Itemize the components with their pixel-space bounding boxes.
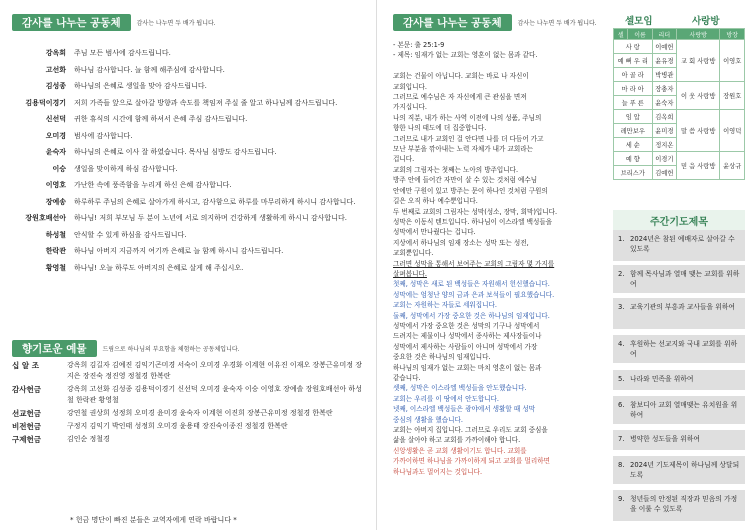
list-item: 이영호 가난한 속에 풍족함을 누리게 하신 은혜 감사합니다.: [45, 181, 232, 189]
sermon-line: 지상에서 하나님의 임재 장소는 성막 또는 성전,: [393, 238, 529, 247]
sermon-header: [393, 14, 597, 31]
table-row: 마 라 아 장충자 이 웃 사랑방 장원호: [614, 82, 745, 96]
list-item: 하성철 안식할 수 있게 하심을 감사드립니다.: [45, 230, 187, 239]
prayer-item: 8. 2024년 기도제목이 하나님께 상달되도록: [613, 456, 745, 484]
table-row: 임 압 김옥희 말 씀 사랑방 이영덕: [614, 110, 745, 124]
sermon-line: 교회뿐입니다.: [393, 249, 434, 258]
sermon-line: 나의 직분, 내가 하는 사역 이전에 나의 성품, 주님의: [393, 113, 542, 122]
cell-table: [613, 28, 745, 180]
list-item: 한락관 하나님 아버지 지금까지 여기까 은혜로 늘 함께 하시니 감사드립니다.: [45, 247, 284, 255]
sermon-line: 향한 나의 태도에 더 집중합니다.: [393, 124, 487, 133]
offering-list: [12, 360, 367, 447]
sermon-line: 교회의 그림자는 첫째는 노아의 방주입니다.: [393, 165, 519, 174]
prayer-item: 2. 함께 목사님과 열매 맺는 교회를 위하여: [613, 265, 745, 293]
offering-row: 선교헌금 강연철 권상희 성정희 오미경 윤미경 윤숙자 이계현 이진희 장봉근유미정 정철경 한복란: [12, 409, 333, 418]
offering-note: * 헌금 명단이 빠진 분들은 교역자에게 연락 바랍니다 *: [70, 516, 237, 524]
thanks-subtitle: 감사는 나누면 두 배가 됩니다.: [136, 20, 216, 27]
sermon-line: 중요한 것은 하나님의 임재입니다.: [393, 353, 491, 362]
sermon-line: 하나님의 임재가 없는 교회는 마치 영혼이 없는 몸과: [393, 363, 542, 372]
sermon-line: 그러면 성막을 통해서 보여주는 교회의 그림자 몇 가지를: [393, 259, 555, 268]
sermon-line: 교회는 아버지 집입니다. 그러므로 우리도 교회 중심을: [393, 426, 548, 435]
sermon-line: 가지십니다.: [393, 103, 427, 112]
list-item: 장원호배선아 하나님! 저희 부모님 두 분이 노년에 서로 의지하며 건강하게 생활하게 하시니 감사합니다.: [25, 214, 347, 222]
sermon-line: 가까이하면 하나님을 가까이하게 되고 교회를 멀리하면: [393, 457, 550, 466]
thanks-list: [12, 48, 367, 279]
visit-title: 사랑방: [692, 16, 720, 27]
table-row: 아 골 라 박병관: [614, 68, 745, 82]
sermon-line: 안에만 구원이 있고 방주는 문이 하나인 것처럼 구원의: [393, 186, 548, 195]
sermon-line: 교회는 자원하는 자들로 세워집니다.: [393, 301, 497, 310]
prayer-item: 3. 교육기관의 부흥과 교사들을 위하여: [613, 298, 745, 329]
sermon-line: 첫째, 성막은 새로 된 백성들은 자원해서 헌신했습니다.: [393, 280, 550, 289]
prayer-item: 4. 후원하는 선교지와 국내 교회를 위하여: [613, 335, 745, 363]
sermon-line: - 본문: 출 25:1-9: [393, 41, 445, 49]
list-item: 고선화 하나님 감사합니다. 늘 함께 해주심에 감사합니다.: [45, 65, 225, 74]
page-divider: [376, 0, 377, 530]
table-row: 사 랑 이예헌 교 회 사랑방 이영호: [614, 40, 745, 54]
offering-row: 십 알 조 강옥희 김길자 김예진 김익기곤미경 서숙이 오미경 우경화 이계현 이유진 이재오 장봉근유미정 장지은 장진숙 정진영 정철경 한복란: [12, 361, 362, 380]
thanks-header: [12, 14, 216, 31]
sermon-text: [393, 40, 608, 477]
sermon-line: 하나님과도 멀어지는 것입니다.: [393, 467, 483, 476]
sermon-line: 살펴봅니다.: [393, 269, 427, 278]
sermon-line: 교회입니다.: [393, 82, 427, 91]
sermon-line: 중심의 생활을 했습니다.: [393, 415, 463, 424]
sermon-line: 드려지는 제물이나 성막에서 종사하는 제사장들이나: [393, 332, 542, 341]
sermon-line: 넷째, 이스라엘 백성들은 광야에서 생활할 때 성막: [393, 405, 536, 414]
sermon-line: 교회는 건물이 아닙니다. 교회는 바로 나 자신이: [393, 72, 529, 81]
offering-header: [12, 340, 240, 357]
list-item: 황영철 하나님! 오늘 하루도 아버지의 은혜로 살게 해 주십시오.: [45, 263, 244, 272]
table-row: 브리스가 김예헌: [614, 166, 745, 180]
list-item: 김용덕이경기 저희 가족들 앞으로 살아갈 방향과 속도를 책임져 주실 줄 알고 하나님께 감사드립니다.: [25, 98, 338, 107]
list-item: 이승 생일을 맞이하게 하심 감사합니다.: [52, 164, 178, 173]
list-item: 오미경 범사에 감사합니다.: [45, 131, 133, 140]
list-item: 신선덕 귀한 휴식의 시간에 함께 하셔서 은혜 주심 감사드립니다.: [45, 115, 248, 123]
sermon-line: 같습니다.: [393, 374, 421, 382]
list-item: 장예송 하루하루 주님의 은혜로 살아가게 하시고, 감사함으로 하루를 마무리하게 하시니 감사합니다.: [45, 197, 356, 206]
sermon-line: 방주 안에 들어간 자만이 살 수 있는 것처럼 예수님: [393, 176, 538, 185]
prayer-item: 7. 병약한 성도들을 위하여: [613, 430, 745, 450]
thanks-title: 감사를 나누는 공동체: [12, 14, 131, 31]
sermon-line: 길은 오직 하나 예수뿐입니다.: [393, 197, 478, 206]
sermon-line: 삶을 살아야 하고 교회를 가까이해야 합니다.: [393, 436, 521, 445]
offering-row: 구제헌금 김인순 정철경: [12, 435, 110, 444]
sermon-subtitle: 감사는 나누면 두 배가 됩니다.: [517, 20, 597, 27]
prayer-item: 1. 2024년은 참된 예배자로 살아갈 수 있도록: [613, 230, 745, 261]
offering-subtitle: 드림으로 하나님의 부요함을 체험하는 공동체입니다.: [102, 346, 240, 353]
table-row: 예 뻐 우 리 윤유경: [614, 54, 745, 68]
sermon-title: 감사를 나누는 공동체: [393, 14, 512, 31]
sermon-line: 둘째, 성막에서 가장 중요한 것은 하나님의 임재입니다.: [393, 311, 550, 320]
sermon-line: 교회는 우리를 이 땅에서 안도합니다.: [393, 394, 500, 403]
table-header-row: 셀 이름 리더 사랑방 방장: [614, 29, 745, 40]
prayer-item: 6. 참보디아 교회 열매맺는 유치원을 위하여: [613, 396, 745, 424]
sermon-line: 두 번째로 교회의 그림자는 성막(성소, 장막, 회막)입니다.: [393, 207, 558, 216]
table-row: 늘 푸 른 윤숙자: [614, 96, 745, 110]
list-item: 강옥희 주님 모든 범사에 감사드립니다.: [45, 49, 171, 57]
prayer-item: 9. 청년들의 안정된 직장과 믿음의 가정을 이룰 수 있도록: [613, 490, 745, 521]
sermon-line: 성막에서 가장 중요한 것은 성막의 기구나 성막에서: [393, 321, 540, 330]
sermon-line: 겁니다.: [393, 155, 415, 164]
prayer-item: 5. 나라와 민족을 위하여: [613, 370, 745, 390]
sermon-line: 성막에서 제사하는 사람들이 아니며 성막에서 가장: [393, 342, 538, 351]
sermon-line: 신앙생활은 곧 교회 생활이기도 합니다. 교회를: [393, 446, 527, 455]
sermon-line: 그러므로 내가 교회인 걸 안다면 나를 더 다듬어 가고: [393, 134, 544, 143]
table-row: 레만보우 윤미경: [614, 124, 745, 138]
sermon-line: 성막에는 엄청난 양의 금과 은과 보석들이 필요했습니다.: [393, 290, 555, 299]
offering-row: 비전헌금 구정지 김익기 박인태 성정희 오미경 윤용태 장진숙이종진 정철경 한복란: [12, 422, 288, 431]
sermon-line: 성막에서 만나줬다는 겁니다.: [393, 228, 476, 237]
list-item: 윤숙자 하나님의 은혜로 이사 잘 하였습니다. 목사님 심방도 감사드립니다.: [45, 148, 277, 156]
table-row: 세 순 정지온: [614, 138, 745, 152]
table-row: 예 향 이경기 믿 음 사랑방 윤상규: [614, 152, 745, 166]
offering-row: 감사헌금 강옥희 고선화 김성종 김용덕이경기 신선덕 오미경 윤숙자 이승 이영호 장예솔 장원호배선아 하성철 한락관 황영철: [12, 385, 362, 404]
offering-title: 향기로운 예물: [12, 340, 97, 357]
sermon-line: 모난 부분을 깎아내는 노력 자체가 내가 교회라는: [393, 145, 533, 154]
sermon-line: 성막은 이동식 텐트입니다. 하나님이 이스라엘 백성들을: [393, 217, 553, 226]
sermon-line: [393, 61, 608, 71]
sermon-line: - 제목: 임재가 없는 교회는 영혼이 없는 몸과 같다.: [393, 51, 538, 60]
cell-title: 셀모임: [625, 16, 653, 27]
list-item: 김성종 하나님의 은혜로 생일을 맞아 감사드립니다.: [45, 82, 207, 90]
prayer-title: 주간기도제목: [613, 210, 745, 231]
sermon-line: 그러므로 예수님은 자 자신에게 큰 관심을 면져: [393, 93, 527, 102]
sermon-line: 셋째, 성막은 이스라엘 백성들을 안도했습니다.: [393, 384, 527, 393]
